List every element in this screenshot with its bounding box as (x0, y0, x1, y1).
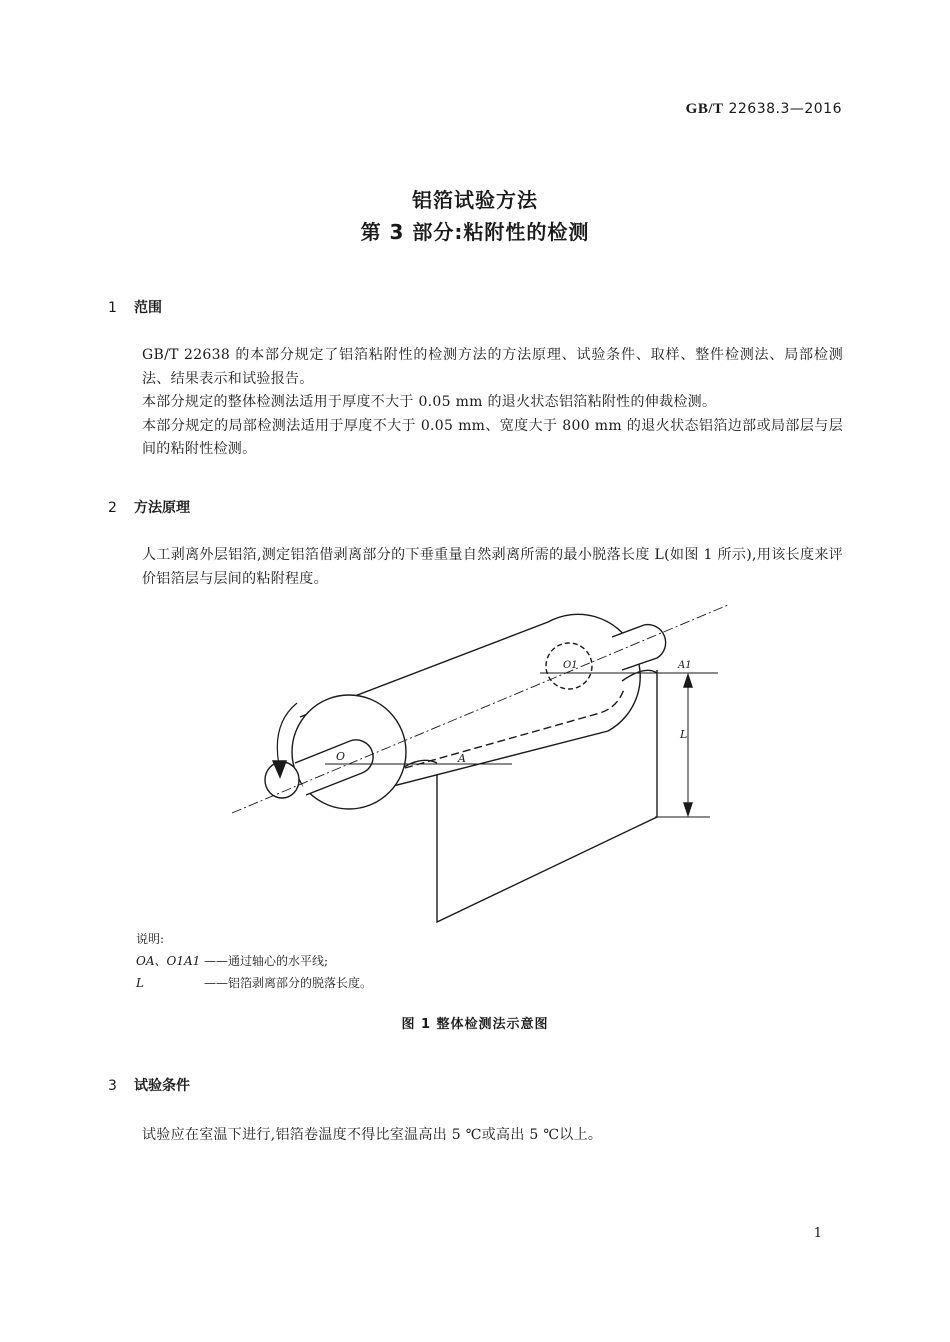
section-title: 方法原理 (134, 500, 190, 516)
section-heading-3 (108, 1075, 190, 1095)
figure-legend (136, 928, 372, 994)
legend-desc: ——通过轴心的水平线; (204, 954, 329, 968)
legend-title: 说明: (136, 932, 165, 946)
standard-prefix: GB/T (685, 101, 724, 117)
paragraph: 人工剥离外层铝箔,测定铝箔借剥离部分的下垂重量自然剥离所需的最小脱落长度 L(如图 1 所示),用该长度来评价铝箔层与层间的粘附程度。 (142, 547, 843, 587)
label-a: A (458, 752, 466, 765)
figure-roll-diagram (0, 595, 950, 935)
legend-row (136, 972, 372, 994)
document-subtitle: 第 3 部分:粘附性的检测 (360, 220, 590, 244)
section-1-body (108, 344, 843, 462)
paragraph: 本部分规定的局部检测法适用于厚度不大于 0.05 mm、宽度大于 800 mm 的退火状态铝箔边部或局部层与层间的粘附性检测。 (142, 417, 843, 457)
paragraph: 试验应在室温下进行,铝箔卷温度不得比室温高出 5 ℃或高出 5 ℃以上。 (142, 1127, 603, 1143)
section-heading-1 (108, 297, 162, 317)
label-o: O (336, 750, 346, 763)
legend-desc: ——铝箔剥离部分的脱落长度。 (204, 976, 373, 990)
section-title: 范围 (134, 300, 162, 316)
section-heading-2 (108, 497, 190, 517)
page-number: 1 (813, 1226, 822, 1241)
label-a1: A1 (678, 660, 692, 671)
legend-symbol: OA、O1A1 (136, 954, 201, 968)
document-title: 铝箔试验方法 (412, 188, 538, 212)
dimension-arrow-top (684, 675, 692, 687)
section-2-body (108, 544, 843, 591)
section-number: 2 (108, 500, 117, 516)
legend-symbol: L (136, 976, 144, 990)
section-title: 试验条件 (134, 1078, 190, 1094)
label-o1: O1 (563, 660, 578, 671)
dimension-arrow-bottom (684, 803, 692, 815)
standard-number (686, 101, 842, 118)
paragraph: GB/T 22638 的本部分规定了铝箔粘附性的检测方法的方法原理、试验条件、取样、整件检测法、局部检测法、结果表示和试验报告。 (142, 347, 843, 387)
standard-code: 22638.3—2016 (728, 101, 842, 117)
section-number: 1 (108, 300, 117, 316)
section-number: 3 (108, 1078, 117, 1094)
section-3-body (108, 1124, 843, 1148)
legend-row (136, 950, 372, 972)
figure-caption: 图 1 整体检测法示意图 (401, 1017, 549, 1032)
paragraph: 本部分规定的整体检测法适用于厚度不大于 0.05 mm 的退火状态铝箔粘附性的伸裁检测。 (142, 394, 717, 410)
label-l: L (680, 728, 688, 741)
